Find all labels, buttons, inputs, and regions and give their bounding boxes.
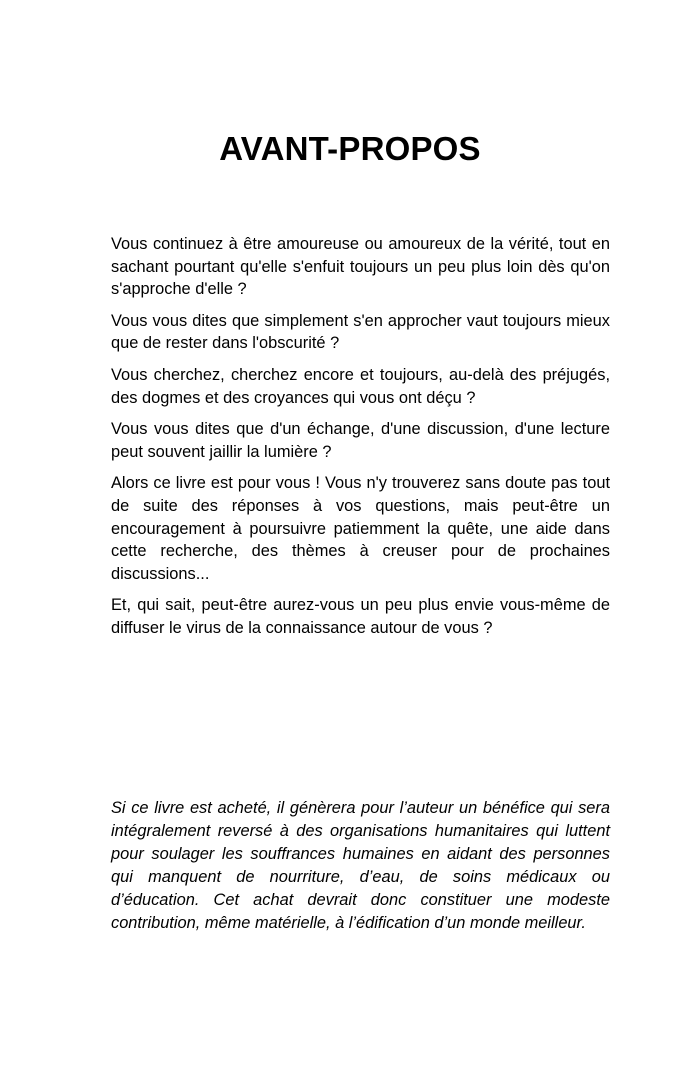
foreword-body <box>111 233 610 649</box>
paragraph: Vous continuez à être amoureuse ou amoureux de la vérité, tout en sachant pourtant qu'elle s'enfuit toujours un peu plus loin dès qu'on s'approche d'elle ? <box>111 235 610 299</box>
paragraph: Vous vous dites que simplement s'en approcher vaut toujours mieux que de rester dans l'obscurité ? <box>111 311 610 353</box>
paragraph: Alors ce livre est pour vous ! Vous n'y trouverez sans doute pas tout de suite des réponses à vos questions, mais peut-être un encouragement à poursuivre patiemment la quête, une aide dans cette recherche, des thèmes à creuser pour de prochaines discussions... <box>111 474 610 583</box>
page-title: AVANT-PROPOS <box>219 130 481 167</box>
charity-note: Si ce livre est acheté, il génèrera pour l’auteur un bénéfice qui sera intégralement reversé à des organisations humanitaires qui luttent pour soulager les souffrances humaines en aidant des personnes qui manquent de nourriture, d’eau, de soins médicaux ou d’éducation. Cet achat devrait donc constituer une modeste contribution, même matérielle, à l’édification d’un monde meilleur. <box>111 799 610 932</box>
paragraph: Et, qui sait, peut-être aurez-vous un peu plus envie vous-même de diffuser le virus de la connaissance autour de vous ? <box>111 596 610 637</box>
paragraph: Vous vous dites que d'un échange, d'une discussion, d'une lecture peut souvent jaillir la lumière ? <box>111 420 610 461</box>
paragraph: Vous cherchez, cherchez encore et toujours, au-delà des préjugés, des dogmes et des croyances qui vous ont déçu ? <box>111 365 610 407</box>
